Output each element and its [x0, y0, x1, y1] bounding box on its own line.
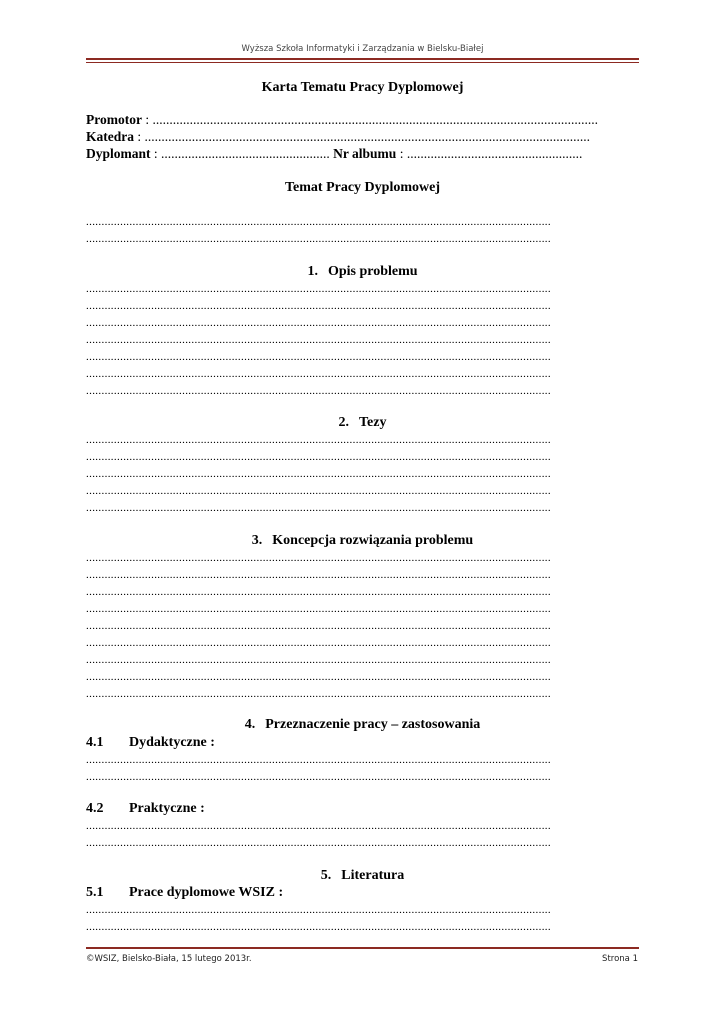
- dyplomant-label: Dyplomant: [86, 146, 151, 161]
- literatura-line[interactable]: ......................................................................................................................................................: [86, 904, 551, 916]
- nr-albumu-dots[interactable]: ....................................................: [406, 146, 583, 161]
- katedra-separator: :: [134, 129, 145, 144]
- dyplomant-field: [86, 146, 639, 162]
- tezy-line[interactable]: ......................................................................................................................................................: [86, 434, 551, 446]
- header-rule-thin: [86, 62, 639, 63]
- literatura-line[interactable]: ......................................................................................................................................................: [86, 921, 551, 933]
- koncepcja-line[interactable]: ......................................................................................................................................................: [86, 603, 551, 615]
- section-4-1-heading: [86, 735, 639, 751]
- praktyczne-line[interactable]: ......................................................................................................................................................: [86, 820, 551, 832]
- tezy-line[interactable]: ......................................................................................................................................................: [86, 502, 551, 514]
- section-title: Literatura: [341, 868, 405, 883]
- opis-line[interactable]: ......................................................................................................................................................: [86, 283, 551, 295]
- section-title: Koncepcja rozwiązania problemu: [272, 533, 474, 548]
- opis-line[interactable]: ......................................................................................................................................................: [86, 351, 551, 363]
- subsection-title: Dydaktyczne :: [129, 735, 215, 750]
- subsection-number: 5.1: [86, 885, 104, 900]
- katedra-label: Katedra: [86, 129, 134, 144]
- dydaktyczne-line[interactable]: ......................................................................................................................................................: [86, 754, 551, 766]
- promotor-separator: :: [141, 112, 153, 127]
- section-title: Opis problemu: [327, 264, 418, 279]
- document-title: Karta Tematu Pracy Dyplomowej: [261, 80, 464, 95]
- praktyczne-line[interactable]: ......................................................................................................................................................: [86, 837, 551, 849]
- section-4-2-heading: [86, 801, 639, 817]
- opis-line[interactable]: ......................................................................................................................................................: [86, 368, 551, 380]
- opis-line[interactable]: ......................................................................................................................................................: [86, 300, 551, 312]
- koncepcja-line[interactable]: ......................................................................................................................................................: [86, 688, 551, 700]
- nr-albumu-label: Nr albumu: [333, 146, 397, 161]
- dyplomant-separator: :: [150, 146, 162, 161]
- temat-line[interactable]: ......................................................................................................................................................: [86, 233, 551, 245]
- opis-line[interactable]: ......................................................................................................................................................: [86, 317, 551, 329]
- koncepcja-line[interactable]: ......................................................................................................................................................: [86, 552, 551, 564]
- section-number: 5.: [320, 868, 332, 883]
- section-1-heading: [86, 264, 639, 280]
- footer-rule: [86, 947, 639, 949]
- section-5-heading: [86, 868, 639, 884]
- koncepcja-line[interactable]: ......................................................................................................................................................: [86, 671, 551, 683]
- subsection-title: Prace dyplomowe WSIZ :: [129, 885, 284, 900]
- koncepcja-line[interactable]: ......................................................................................................................................................: [86, 654, 551, 666]
- section-number: 4.: [244, 717, 256, 732]
- tezy-line[interactable]: ......................................................................................................................................................: [86, 468, 551, 480]
- section-2-heading: [86, 415, 639, 431]
- tezy-line[interactable]: ......................................................................................................................................................: [86, 451, 551, 463]
- section-3-heading: [86, 533, 639, 549]
- katedra-field: [86, 129, 639, 145]
- nr-albumu-separator: :: [396, 146, 407, 161]
- tezy-line[interactable]: ......................................................................................................................................................: [86, 485, 551, 497]
- section-title: Tezy: [359, 415, 387, 430]
- section-number: 2.: [338, 415, 349, 430]
- footer-page-number: Strona 1: [602, 954, 638, 964]
- koncepcja-line[interactable]: ......................................................................................................................................................: [86, 620, 551, 632]
- section-title: Przeznaczenie pracy – zastosowania: [265, 717, 481, 732]
- katedra-dots[interactable]: ....................................................................................................................................: [144, 129, 591, 144]
- koncepcja-line[interactable]: ......................................................................................................................................................: [86, 586, 551, 598]
- section-4-heading: [86, 717, 639, 733]
- section-number: 1.: [307, 264, 318, 279]
- promotor-label: Promotor: [86, 112, 142, 127]
- koncepcja-line[interactable]: ......................................................................................................................................................: [86, 637, 551, 649]
- opis-line[interactable]: ......................................................................................................................................................: [86, 334, 551, 346]
- footer-copyright: ©WSIZ, Bielsko-Biała, 15 lutego 2013r.: [86, 954, 252, 964]
- section-5-1-heading: [86, 885, 639, 901]
- opis-line[interactable]: ......................................................................................................................................................: [86, 385, 551, 397]
- subsection-title: Praktyczne :: [129, 801, 205, 816]
- institution-name: Wyższa Szkoła Informatyki i Zarządzania w Bielsku-Białej: [241, 44, 484, 54]
- subsection-number: 4.1: [86, 735, 104, 750]
- section-number: 3.: [251, 533, 263, 548]
- koncepcja-line[interactable]: ......................................................................................................................................................: [86, 569, 551, 581]
- temat-line[interactable]: ......................................................................................................................................................: [86, 216, 551, 228]
- subsection-number: 4.2: [86, 801, 104, 816]
- dydaktyczne-line[interactable]: ......................................................................................................................................................: [86, 771, 551, 783]
- promotor-dots[interactable]: ....................................................................................................................................: [152, 112, 598, 127]
- header-rule: [86, 58, 639, 60]
- temat-heading: Temat Pracy Dyplomowej: [284, 180, 440, 195]
- promotor-field: [86, 112, 639, 128]
- dyplomant-dots[interactable]: ..................................................: [161, 146, 330, 161]
